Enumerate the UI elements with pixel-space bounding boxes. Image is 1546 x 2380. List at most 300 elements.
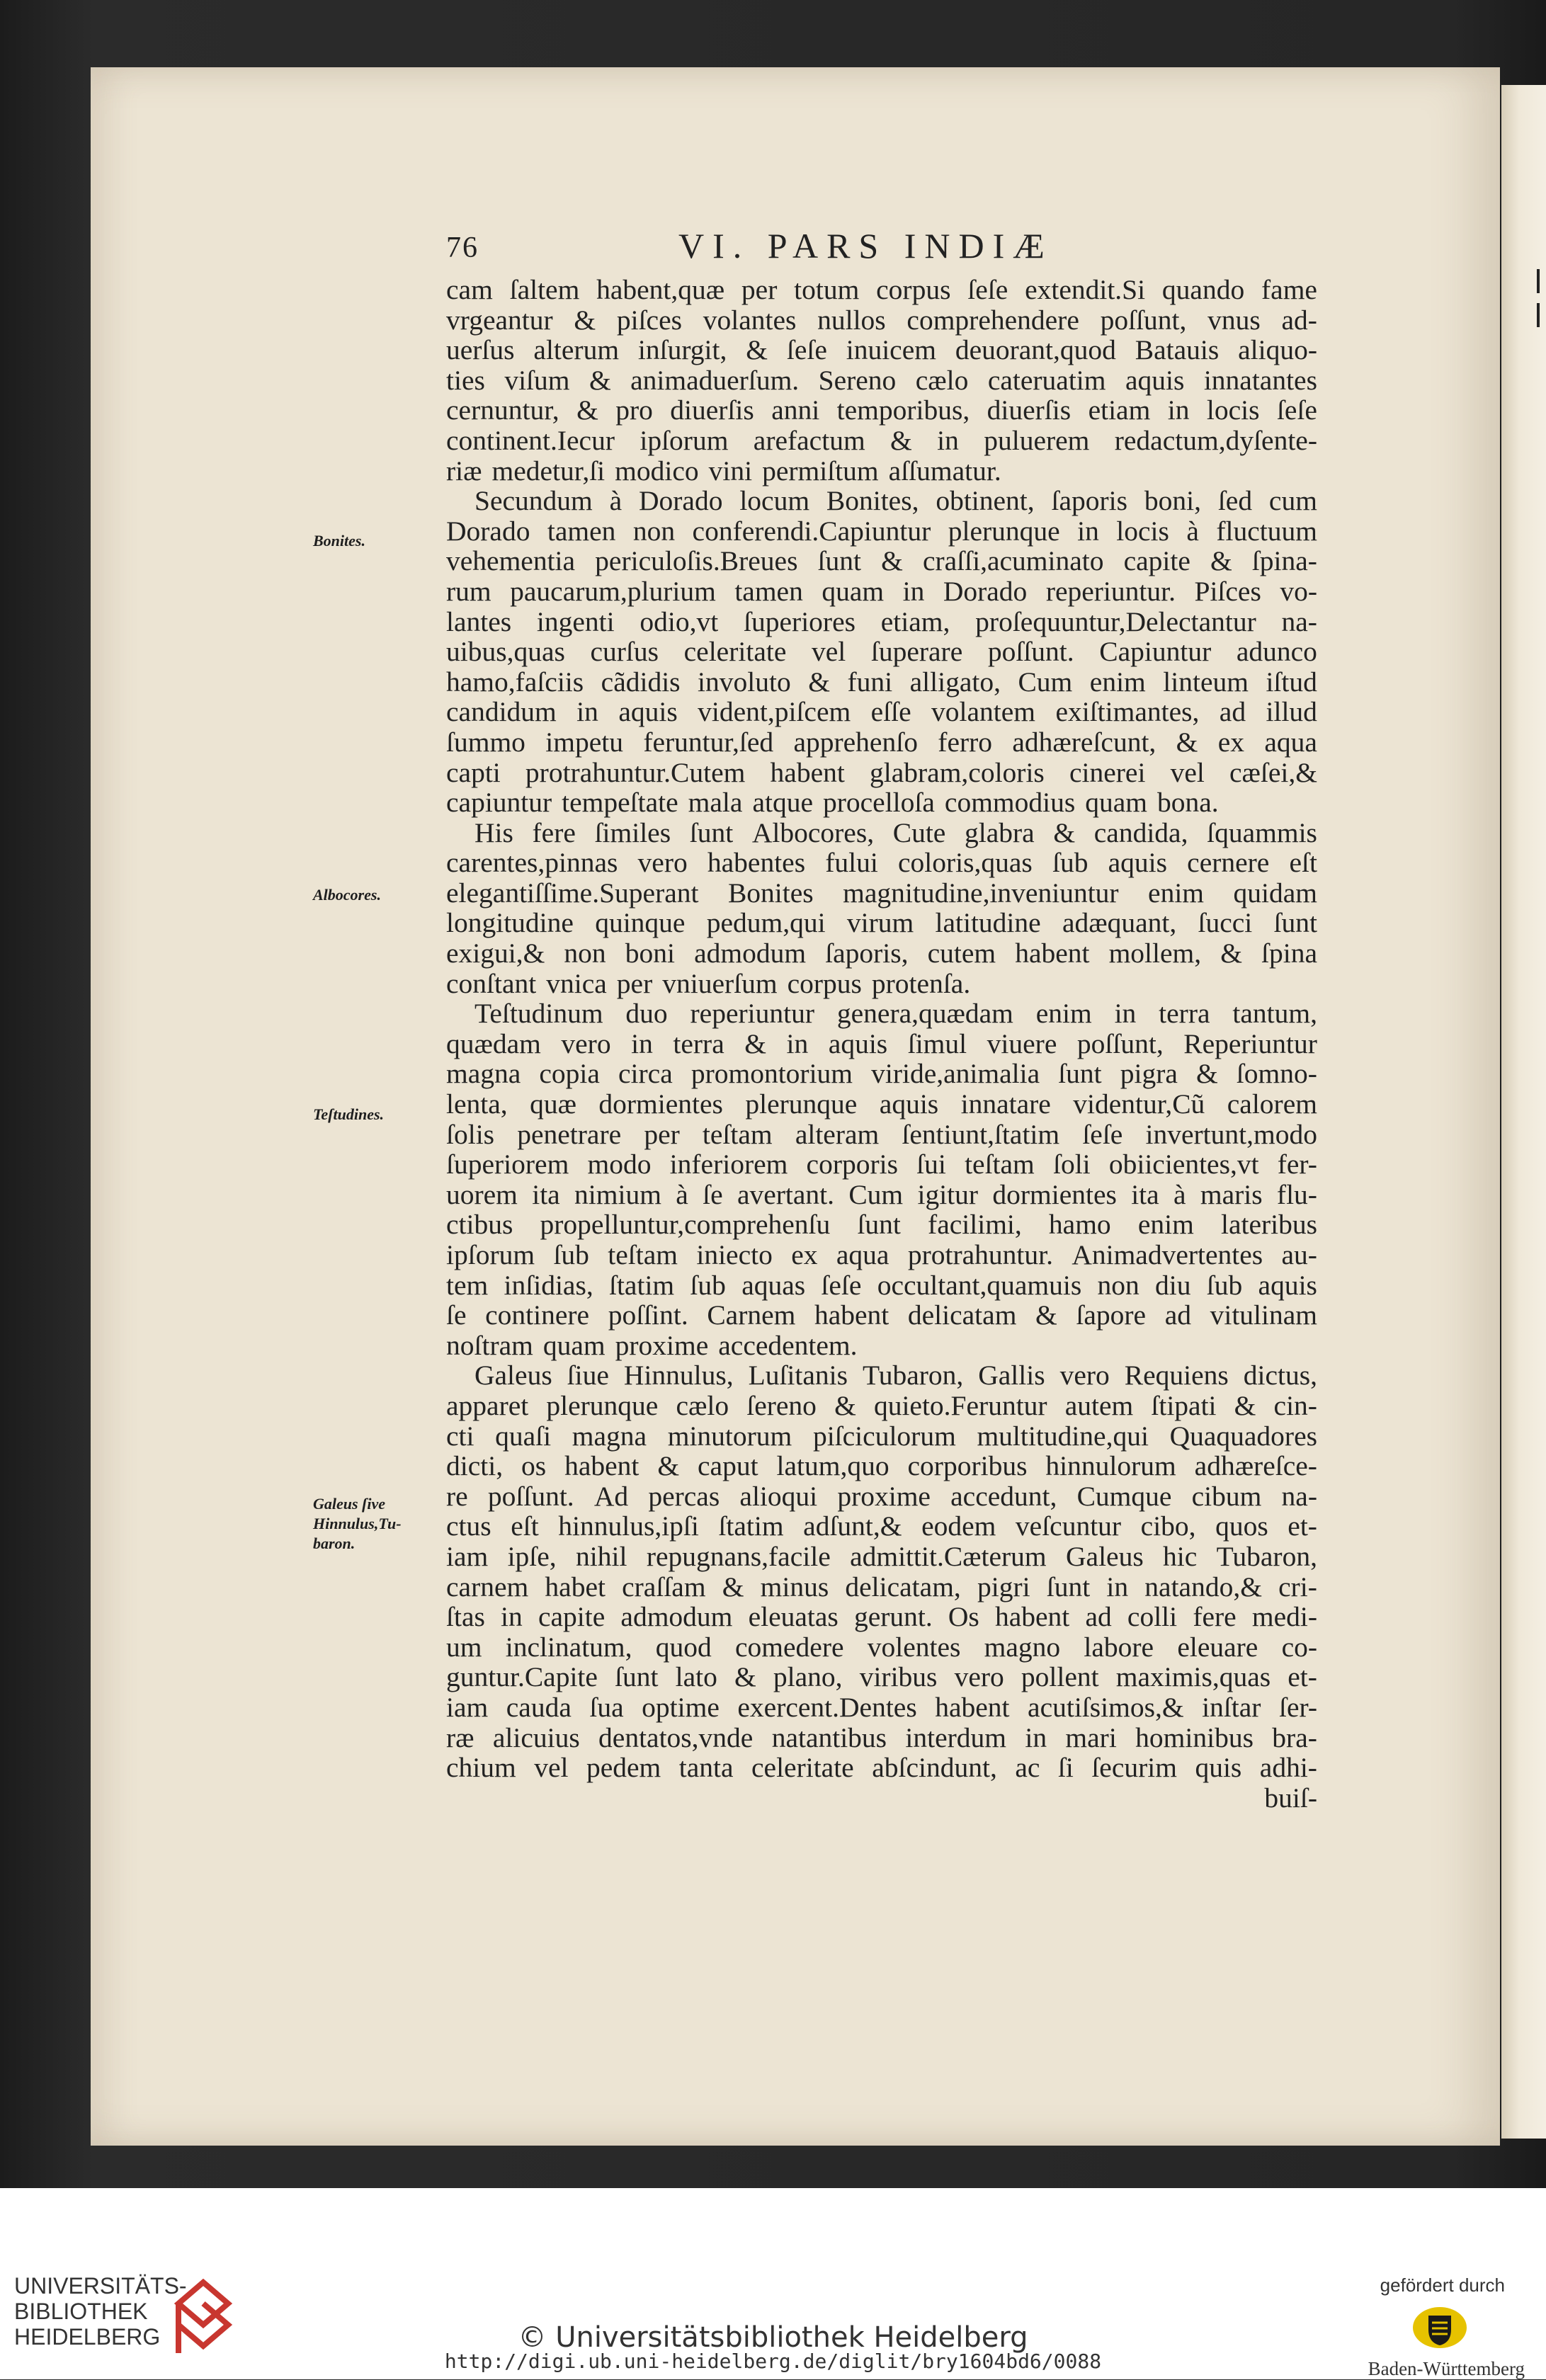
word: ſunt [615,1661,659,1693]
word: ſomno- [1236,1058,1317,1090]
word: bona. [1157,787,1219,819]
word: vel [534,1752,569,1784]
word: riæ [446,455,482,486]
word: adhi- [1259,1752,1317,1784]
word: teſtam [608,1239,678,1270]
word: um [446,1631,482,1663]
word: delicatam, [845,1571,961,1602]
word: Carnem [707,1299,796,1331]
word: eleuare [1177,1631,1258,1663]
university-line-1: UNIVERSITÄTS- [14,2273,187,2299]
word: eſt [511,1510,539,1542]
word: vident,piſcem [698,696,851,728]
word: dicti, [446,1450,504,1482]
word: in [1025,1721,1047,1753]
next-page-edge [1501,85,1546,2139]
word: Cute [892,816,946,848]
word: colli [1127,1601,1178,1633]
word: à [609,485,623,517]
word: Requiens [1124,1360,1229,1391]
text-line [446,275,1317,305]
word: cauda [506,1691,572,1723]
text-line [446,1270,1317,1301]
word: protenſa. [871,967,971,999]
word: noſtram [446,1329,533,1361]
text-line [446,1481,1317,1512]
word: ad [1085,1601,1112,1633]
word: ſeſe [967,274,1008,305]
word: etiam, [880,605,950,637]
word: duo [625,998,668,1030]
word: iam [446,1540,489,1572]
word: craſſam [622,1571,706,1602]
word: apparet [446,1389,529,1421]
word: habent [814,1299,889,1331]
word: vniuerſum [662,967,778,999]
text-line [446,1421,1317,1452]
word: Dorado [446,515,530,547]
word: enim [1035,998,1092,1030]
word: diuerſis [987,394,1072,426]
word: fer- [1277,1149,1317,1180]
text-line [446,546,1317,576]
word: ſaporis [1051,485,1128,517]
word: lenta, [446,1088,508,1120]
text-line [446,516,1317,547]
word: Cum [848,1178,904,1210]
word: diuerſis [670,394,754,426]
word: glabra [965,816,1035,848]
word: corpus [787,967,862,999]
margin-note-albocores: Albocores. [313,886,381,904]
word: enim [1137,1209,1194,1241]
text-line [446,1331,1317,1361]
text-line [446,576,1317,607]
text-line [446,1149,1317,1180]
word: natantibus [771,1721,887,1753]
word: & [1035,1299,1057,1331]
word: inſurgit, [637,334,727,366]
word: viſum [504,364,570,396]
word: ctibus [446,1209,513,1241]
word: glabram,coloris [870,756,1045,788]
word: vehementia [446,545,576,577]
word: inferiorem [669,1149,788,1180]
word: ræ [446,1721,474,1753]
word: mala [688,787,743,819]
word: ſub [553,1239,589,1270]
text-line [446,938,1317,969]
word: ſunt [1046,1571,1091,1602]
word: delicatam [907,1299,1017,1331]
word: percas [648,1480,720,1512]
word: exercent.Dentes [737,1691,917,1723]
copyright-line: © Universitätsbibliothek Heidelberg [518,2321,1028,2354]
word: ſaporis, [825,938,909,969]
text-line [446,1511,1317,1542]
word: plerunque [745,1088,858,1120]
word: inclinatum, [505,1631,632,1663]
word: à [676,1178,688,1210]
word: latitudine [935,907,1041,939]
word: viuere [987,1027,1057,1059]
word: inſidias, [504,1269,593,1301]
text-line [446,486,1317,516]
word: caput [698,1450,758,1482]
word: admodum [694,938,807,969]
word: magna [446,1058,521,1090]
word: dormientes [992,1178,1117,1210]
word: ties [446,364,485,396]
word: cti [446,1420,474,1452]
word: habent [994,1601,1070,1633]
text-line [446,1692,1317,1723]
word: poſſunt. [987,636,1074,668]
text-line [446,1783,1317,1814]
word: alterum [533,334,620,366]
word: ſeſe [786,334,827,366]
word: totum [794,274,860,305]
text-line [446,1572,1317,1602]
word: Galeus [474,1360,552,1391]
word: apprehenſo [793,726,918,758]
word: in [1077,515,1099,547]
word: aquis [828,1027,888,1059]
word: ſunt [857,1209,901,1241]
word: calorem [1227,1088,1317,1120]
word: obiicientes,vt [1108,1149,1259,1180]
word: impetu [545,726,623,758]
word: ſeſe [821,1269,862,1301]
word: vero [561,1027,611,1059]
word: eodem [921,1510,996,1542]
word: continere [485,1299,590,1331]
word: Sereno [818,364,897,396]
word: videntur,Cũ [1073,1088,1205,1120]
word: exigui,& [446,938,545,969]
word: maximis,quas [1115,1661,1271,1693]
word: quis [1195,1752,1242,1784]
word: craſſi,acuminato [922,545,1104,577]
word: admodum [620,1601,733,1633]
word: & [589,364,611,396]
word: non [1097,1269,1139,1301]
word: & [746,334,768,366]
word: propelluntur,comprehenſu [540,1209,831,1241]
word: coloris,quas [898,847,1033,879]
word: cum [1268,485,1317,517]
word: quaſi [495,1420,552,1452]
word: iſtud [1266,666,1317,698]
text-line [446,1089,1317,1120]
text-line [446,365,1317,396]
word: hic [1163,1540,1198,1572]
word: ſereno [746,1389,817,1421]
word: ſunt [689,816,734,848]
word: au- [1281,1239,1317,1270]
word: eleuatas [748,1601,839,1633]
word: arefactum [753,424,865,456]
word: acutiſsimos,& [1028,1691,1184,1723]
word: conſtant [446,967,537,999]
text-line [446,1542,1317,1572]
margin-note-bonites: Bonites. [313,532,365,550]
word: ſunt [1058,1058,1102,1090]
word: capiuntur [446,787,552,819]
word: alicuius [492,1721,580,1753]
word: capite [538,1601,606,1633]
text-line [446,1059,1317,1089]
word: ſe [703,1178,723,1210]
word: & [1195,1058,1218,1090]
text-line [446,1240,1317,1270]
word: ſtatim [608,1269,675,1301]
word: periculoſis.Breues [595,545,798,577]
text-line [446,1632,1317,1663]
word: adſunt,& [803,1510,902,1542]
word: plano, [773,1661,843,1693]
word: vitulinam [1210,1299,1317,1331]
word: cælo [915,364,969,396]
text-line [446,395,1317,426]
text-line [446,1662,1317,1692]
word: mari [1065,1721,1117,1753]
word: penetrare [517,1118,622,1150]
text-line [446,667,1317,698]
word: quam [822,575,885,607]
word: ferro [938,726,993,758]
word: re [446,1480,468,1512]
word: & [574,304,596,336]
text-line [446,1723,1317,1753]
permalink-url[interactable]: http://digi.ub.uni-heidelberg.de/diglit/bry1604bd6/0088 [444,2350,1102,2373]
word: Dorado [943,575,1028,607]
word: promontorium [690,1058,853,1090]
word: ſoli [1052,1149,1091,1180]
word: cin- [1273,1389,1317,1421]
word: magno [984,1631,1061,1663]
text-line [446,1209,1317,1240]
text-line [446,1391,1317,1421]
word: proxime [837,1480,931,1512]
word: diu [1155,1269,1191,1301]
word: vnus [1207,304,1261,336]
word: alioqui [739,1480,818,1512]
word: locis [1206,394,1260,426]
word: accedentem. [718,1329,858,1361]
word: anni [771,394,820,426]
word: ſaltem [509,274,580,305]
word: innatantes [1203,364,1317,396]
word: vrgeantur [446,304,553,336]
word: latum,quo [776,1450,889,1482]
text-line [446,1029,1317,1059]
word: lateribus [1220,1209,1317,1241]
word: buiſ- [1264,1782,1317,1814]
word: in [1114,998,1137,1030]
word: cernere [1187,847,1270,879]
word: capti [446,756,501,788]
word: vnica [546,967,607,999]
word: iniecto [696,1239,773,1270]
word: cæſei,& [1229,756,1317,788]
word: Piſces [1194,575,1261,607]
word: per [741,274,778,305]
word: non [564,938,606,969]
word: Tubaron, [1216,1540,1317,1572]
word: quam [542,1329,606,1361]
word: adunco [1236,636,1317,668]
word: ipſorum [640,424,729,456]
word: per [644,1118,680,1150]
word: plerunque [546,1389,659,1421]
coat-of-arms-icon [1411,2306,1468,2350]
word: proxime [615,1329,709,1361]
word: aſſumatur. [888,455,1001,486]
funded-by-label: gefördert durch [1380,2274,1505,2296]
word: hamo,faſciis [446,666,584,698]
word: locum [739,485,810,517]
word: quieto.Feruntur [873,1389,1047,1421]
word: permiſtum [762,455,879,486]
word: pigri [977,1571,1030,1602]
word: in [1167,394,1190,426]
word: in [937,424,959,456]
word: cernuntur, [446,394,559,426]
word: tempeſtate [562,787,678,819]
word: vero [637,847,688,879]
word: tantum, [1232,998,1317,1030]
word: ctus [446,1510,491,1542]
word: ſed [1217,485,1253,517]
word: cateruatim [987,364,1106,396]
word: involuto [698,666,791,698]
word: piſciculorum [812,1420,956,1452]
word: ſentiunt,ſtatim [902,1118,1060,1150]
word: Os [948,1601,979,1633]
word: plerunque [948,515,1060,547]
text-line [446,848,1317,878]
word: vo- [1280,575,1317,607]
word: hinnulorum [1045,1450,1176,1482]
word: locis [1116,515,1169,547]
text-line [446,335,1317,365]
word: copia [539,1058,600,1090]
word: & [744,1027,766,1059]
word: ſuperare [870,636,963,668]
word: & [657,1450,680,1482]
edge-marks [1537,269,1541,340]
word: Capiuntur [1099,636,1212,668]
word: ſui [916,1149,946,1180]
word: maris [1200,1178,1263,1210]
word: cinerei [1069,756,1146,788]
word: tamen [734,575,803,607]
word: igitur [917,1178,979,1210]
word: His [474,816,513,848]
word: Tubaron, [862,1360,964,1391]
word: Bonites, [826,485,919,517]
word: obtinent, [936,485,1035,517]
word: fere [1193,1601,1237,1633]
word: Bonites [727,877,814,909]
word: quidam [1233,877,1317,909]
word: continent.Iecur [446,424,615,456]
word: ſiue [567,1360,609,1391]
word: ſer- [1278,1691,1317,1723]
word: vini [708,455,753,486]
word: repugnans,facile [646,1540,831,1572]
word: avertant. [737,1178,835,1210]
word: celeritate [751,1752,854,1784]
text-line [446,1300,1317,1331]
word: pro [615,394,653,426]
word: facilimi, [928,1209,1022,1241]
text-line [446,456,1317,486]
margin-note-galeus: Galeus ſive Hinnulus,Tu-baron. [313,1495,402,1552]
word: uorem [446,1178,518,1210]
word: ſub [1206,1269,1243,1301]
word: ſeſe [1276,394,1317,426]
word: cutem [927,938,996,969]
word: quinque [595,907,686,939]
word: pollent [1021,1661,1099,1693]
word: aquas [741,1269,806,1301]
word: corporis [806,1149,898,1180]
word: multitudine,qui [977,1420,1149,1452]
word: na- [1281,605,1317,637]
word: odio,vt [640,605,719,637]
word: & [890,424,912,456]
word: ſtipati [1151,1389,1217,1421]
word: cãdidis [601,666,681,698]
word: vero [954,1661,1004,1693]
word: tem [446,1269,489,1301]
word: paucarum,plurium [510,575,716,607]
word: abſcindunt, [872,1752,997,1784]
word: volantes [703,304,797,336]
text-line [446,727,1317,758]
word: ex [791,1239,818,1270]
word: teſtam [702,1118,773,1150]
word: Dorado [639,485,723,517]
word: ſub [690,1269,726,1301]
word: nullos [817,304,886,336]
word: & [808,666,830,698]
word: volentes [867,1631,961,1663]
word: adæquant, [1062,907,1177,939]
word: co- [1281,1631,1317,1663]
word: aquis [879,1088,939,1120]
word: labore [1084,1631,1154,1663]
word: carentes,pinnas [446,847,618,879]
word: in [501,1601,523,1633]
word: poſſunt, [1100,304,1187,336]
margin-note-testudines: Teſtudines. [313,1105,385,1123]
word: magna [572,1420,647,1452]
text-line [446,878,1317,909]
word: circa [618,1058,673,1090]
word: exiſtimantes, [1055,696,1200,728]
word: dormientes [598,1088,723,1120]
word: deuorant,quod [955,334,1116,366]
word: veſcuntur [1015,1510,1122,1542]
word: & [734,1661,756,1693]
word: nihil [576,1540,627,1572]
word: vero [1059,1360,1110,1391]
word: in [631,1027,653,1059]
word: Teſtudinum [474,998,603,1030]
